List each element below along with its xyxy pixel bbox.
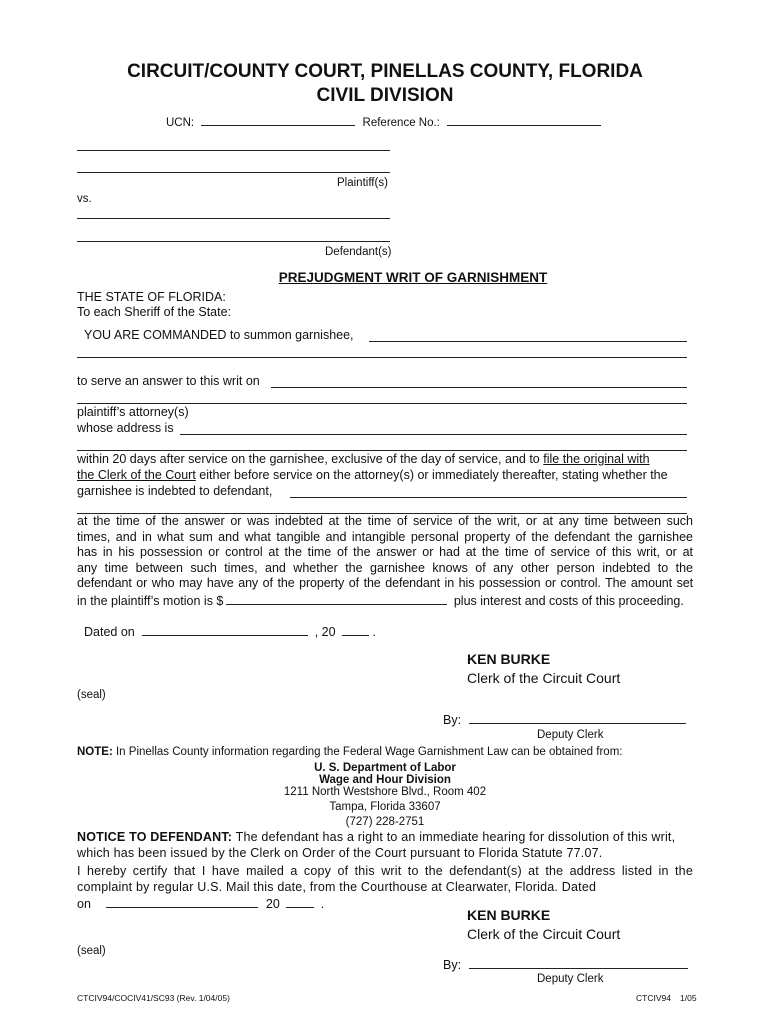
ucn-row [166, 114, 601, 131]
address-label: whose address is [77, 421, 174, 435]
plaintiff-line-1[interactable] [77, 150, 390, 151]
notice-to-defendant: NOTICE TO DEFENDANT: The defendant has a right to an immediate hearing for dissolution of this writ, which has been issued by the Clerk on Order of the Court pursuant to Florida Statute 77.07. [77, 830, 676, 860]
defendant-line-1[interactable] [77, 218, 390, 219]
form-date-right: 1/05 [680, 993, 697, 1003]
serve-answer-field[interactable] [271, 387, 687, 388]
certify-year-field[interactable] [286, 896, 314, 908]
deputy-clerk-label: Deputy Clerk [537, 729, 604, 741]
seal-label: (seal) [77, 689, 106, 701]
court-heading: CIRCUIT/COUNTY COURT, PINELLAS COUNTY, FLORIDA [127, 61, 643, 82]
certify-date-row: on 20 . [77, 897, 325, 911]
by-signature-field[interactable] [469, 712, 686, 724]
indebted-text: garnishee is indebted to defendant, [77, 484, 273, 498]
by-row: By: [443, 712, 686, 728]
clerk-name-2: KEN BURKE [467, 907, 551, 923]
certify-paragraph: I hereby certify that I have mailed a copy of this writ to the defendant(s) at the address listed in the complaint by regular U.S. Mail this date, from the Courthouse at Clearwater, Florida. Dated [77, 864, 693, 894]
defendant-label: Defendant(s) [325, 246, 392, 258]
sheriff-line: To each Sheriff of the State: [77, 305, 232, 319]
clerk-title: Clerk of the Circuit Court [467, 670, 621, 686]
address-field-2[interactable] [77, 450, 687, 451]
labor-address: U. S. Department of Labor Wage and Hour Division 1211 North Westshore Blvd., Room 402 Tampa, Florida 33607 (727) 228-2751 [283, 762, 487, 828]
serve-answer-text: to serve an answer to this writ on [77, 374, 260, 388]
reference-field[interactable] [447, 114, 601, 126]
commanded-text: YOU ARE COMMANDED to summon garnishee, [84, 328, 354, 342]
serve-answer-field-2[interactable] [77, 403, 687, 404]
seal-label-2: (seal) [77, 945, 106, 957]
certify-date-field[interactable] [106, 896, 258, 908]
address-field[interactable] [180, 434, 687, 435]
amount-field[interactable] [226, 593, 447, 605]
answer-paragraph: at the time of the answer or was indebted at the time of service of the writ, or at any time between such times, and in what sum and what tangible and intangible personal property of the defendant the garnishee has in his possession or control at the time of the answer or had at the time of service of this writ, or at any time between such times, and whether the garnishee knows of any other person indebted to the defendant or who may have any of the property of the defendant in his possession or control. The amount set [77, 514, 693, 591]
writ-title: PREJUDGMENT WRIT OF GARNISHMENT [278, 270, 548, 285]
within-line-2: the Clerk of the Court either before service on the attorney(s) or immediately thereafter, stating whether the [77, 468, 668, 482]
deputy-clerk-label-2: Deputy Clerk [537, 973, 604, 985]
defendant-field[interactable] [290, 497, 687, 498]
clerk-name: KEN BURKE [467, 651, 551, 667]
ucn-label: UCN: [166, 117, 195, 129]
form-code-right: CTCIV94 [636, 993, 671, 1003]
reference-label: Reference No.: [362, 117, 440, 129]
form-code-left: CTCIV94/COCIV41/SC93 (Rev. 1/04/05) [77, 993, 230, 1003]
garnishee-field[interactable] [369, 341, 687, 342]
dated-field[interactable] [142, 624, 308, 636]
defendant-line-2[interactable] [77, 241, 390, 242]
plaintiff-label: Plaintiff(s) [337, 177, 388, 189]
attorney-label: plaintiff’s attorney(s) [77, 405, 189, 419]
within-line: within 20 days after service on the garnishee, exclusive of the day of service, and to file the original with [77, 452, 650, 466]
dated-year-field[interactable] [342, 624, 369, 636]
garnishee-field-2[interactable] [77, 357, 687, 358]
vs-label: vs. [77, 193, 92, 205]
plaintiff-line-2[interactable] [77, 172, 390, 173]
state-line: THE STATE OF FLORIDA: [77, 290, 226, 304]
by-row-2: By: [443, 957, 688, 973]
clerk-title-2: Clerk of the Circuit Court [467, 926, 621, 942]
by-signature-field-2[interactable] [469, 957, 688, 969]
ucn-field[interactable] [201, 114, 355, 126]
note-line: NOTE: In Pinellas County information regarding the Federal Wage Garnishment Law can be obtained from: [77, 746, 623, 758]
dated-row: Dated on , 20 . [84, 625, 377, 639]
amount-line: in the plaintiff’s motion is $ plus interest and costs of this proceeding. [77, 594, 684, 608]
division-heading: CIVIL DIVISION [316, 85, 454, 106]
